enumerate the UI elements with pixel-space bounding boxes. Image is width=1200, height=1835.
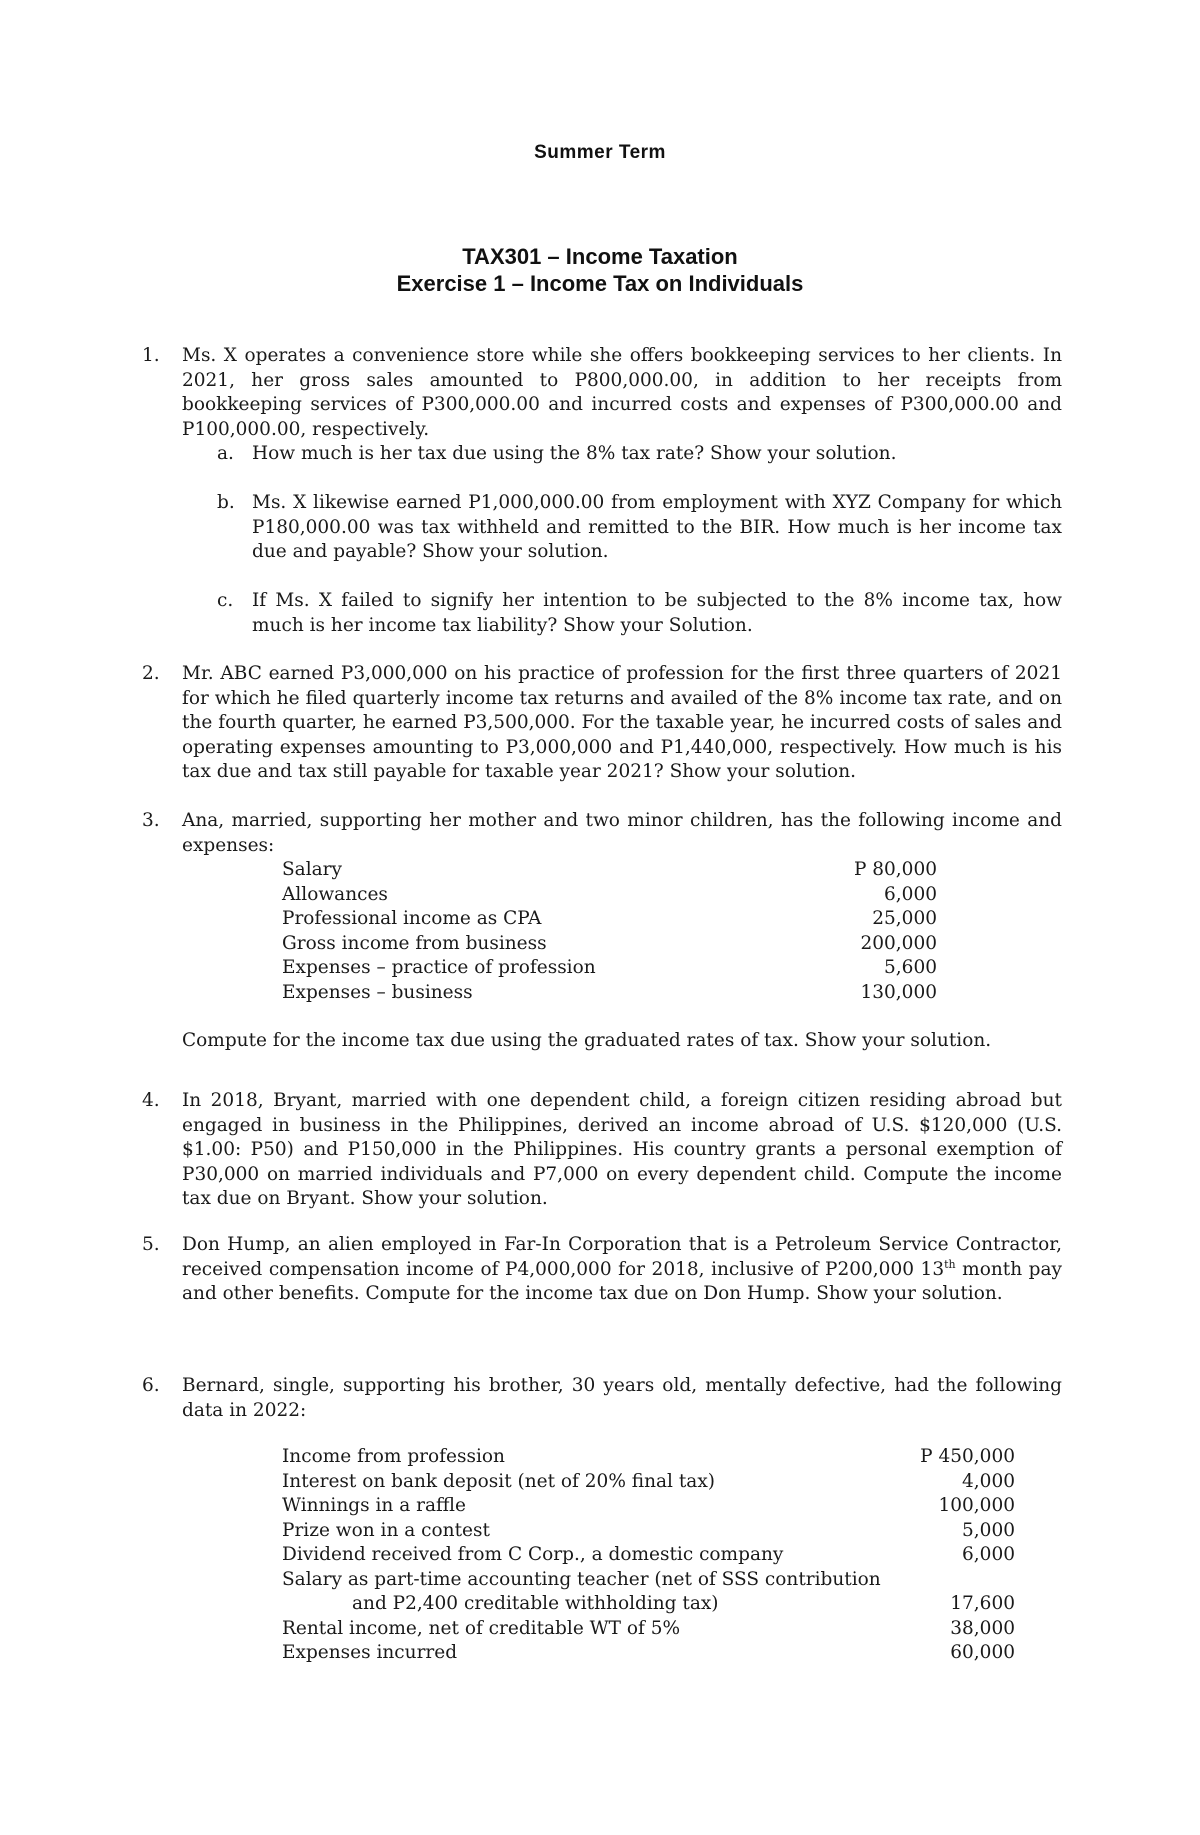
question-number: 4. xyxy=(142,1090,160,1111)
question-number: 2. xyxy=(142,663,160,684)
question-5 xyxy=(142,1233,1063,1307)
table-row: and P2,400 creditable withholding tax) 17,600 xyxy=(352,1593,1015,1614)
table-row: Salary P 80,000 xyxy=(282,859,937,880)
question-number: 1. xyxy=(142,345,160,366)
table-row: Professional income as CPA 25,000 xyxy=(282,908,937,929)
instruction-text: Compute for the income tax due using the graduated rates of tax. Show your solution. xyxy=(182,1030,992,1051)
income-expense-table xyxy=(282,858,937,1005)
question-6 xyxy=(142,1374,1062,1423)
sub-question-text: Ms. X likewise earned P1,000,000.00 from employment with XYZ Company for which P180,000.00 was tax withheld and remitted to the BIR. How much is her income tax due and payable? Show your solution. xyxy=(252,492,1062,562)
question-text: In 2018, Bryant, married with one dependent child, a foreign citizen residing abroad but engaged in business in the Philippines, derived an income abroad of U.S. $120,000 (U.S. $1.00: P50) and P150,000 in the Philippines. His country grants a personal exemption of P30,000 on married individuals and P7,000 on every dependent child. Compute the income tax due on Bryant. Show your solution. xyxy=(182,1090,1062,1209)
question-text: Mr. ABC earned P3,000,000 on his practice of profession for the first three quarters of 2021 for which he filed quarterly income tax returns and availed of the 8% income tax rate, and on the fourth quarter, he earned P3,500,000. For the taxable year, he incurred costs of sales and operating expenses amounting to P3,000,000 and P1,440,000, respectively. How much is his tax due and tax still payable for taxable year 2021? Show your solution. xyxy=(182,663,1062,782)
sub-question-c xyxy=(217,589,1062,638)
table-row: Winnings in a raffle 100,000 xyxy=(282,1495,1015,1516)
table-row: Expenses – business 130,000 xyxy=(282,981,937,1003)
table-row: Allowances 6,000 xyxy=(282,883,937,905)
question-number: 6. xyxy=(142,1375,160,1396)
table-row: Interest on bank deposit (net of 20% final tax) 4,000 xyxy=(282,1470,1015,1492)
table-row: Gross income from business 200,000 xyxy=(282,932,937,954)
table-row: Expenses – practice of profession 5,600 xyxy=(282,957,937,978)
sub-question-letter: a. xyxy=(217,443,234,464)
question-2 xyxy=(142,662,1062,785)
question-1 xyxy=(142,344,1062,636)
question-number: 5. xyxy=(142,1234,160,1255)
sub-question-text: If Ms. X failed to signify her intention to be subjected to the 8% income tax, how much is her income tax liability? Show your Solution. xyxy=(252,590,1062,636)
table-row: Expenses incurred 60,000 xyxy=(282,1642,1015,1663)
question-text: Ms. X operates a convenience store while she offers bookkeeping services to her clients. In 2021, her gross sales amounted to P800,000.00, in addition to her receipts from bookkeeping services of P300,000.00 and incurred costs and expenses of P300,000.00 and P100,000.00, respectively. xyxy=(182,345,1062,440)
sub-question-text: How much is her tax due using the 8% tax rate? Show your solution. xyxy=(252,443,897,464)
table-row: Income from profession P 450,000 xyxy=(282,1446,1015,1467)
table-row: Rental income, net of creditable WT of 5% 38,000 xyxy=(282,1617,1015,1639)
exercise-title: Exercise 1 – Income Tax on Individuals xyxy=(396,271,804,296)
question-text: Bernard, single, supporting his brother, 30 years old, mentally defective, had the following data in 2022: xyxy=(182,1375,1062,1421)
question-number: 3. xyxy=(142,810,160,831)
table-row: Prize won in a contest 5,000 xyxy=(282,1519,1015,1541)
income-data-table xyxy=(282,1445,1015,1666)
sub-question-b xyxy=(217,491,1062,565)
question-4 xyxy=(142,1089,1062,1212)
table-row: Dividend received from C Corp., a domestic company 6,000 xyxy=(282,1544,1015,1565)
question-3-instruction xyxy=(182,1029,1062,1054)
sub-question-a xyxy=(217,442,1062,467)
table-row: Salary as part-time accounting teacher (net of SSS contribution xyxy=(282,1568,881,1590)
question-text: Don Hump, an alien employed in Far-In Corporation that is a Petroleum Service Contractor, received compensation income of P4,000,000 for 2018, inclusive of P200,000 13th month pay and other benefits. Compute for the income tax due on Don Hump. Show your solution. xyxy=(182,1234,1063,1304)
term-heading: Summer Term xyxy=(534,142,666,163)
question-text: Ana, married, supporting her mother and two minor children, has the following income and expenses: xyxy=(182,810,1062,856)
sub-question-letter: b. xyxy=(217,492,235,513)
sub-question-letter: c. xyxy=(217,590,234,611)
course-title: TAX301 – Income Taxation xyxy=(462,244,738,269)
question-3 xyxy=(142,809,1062,858)
